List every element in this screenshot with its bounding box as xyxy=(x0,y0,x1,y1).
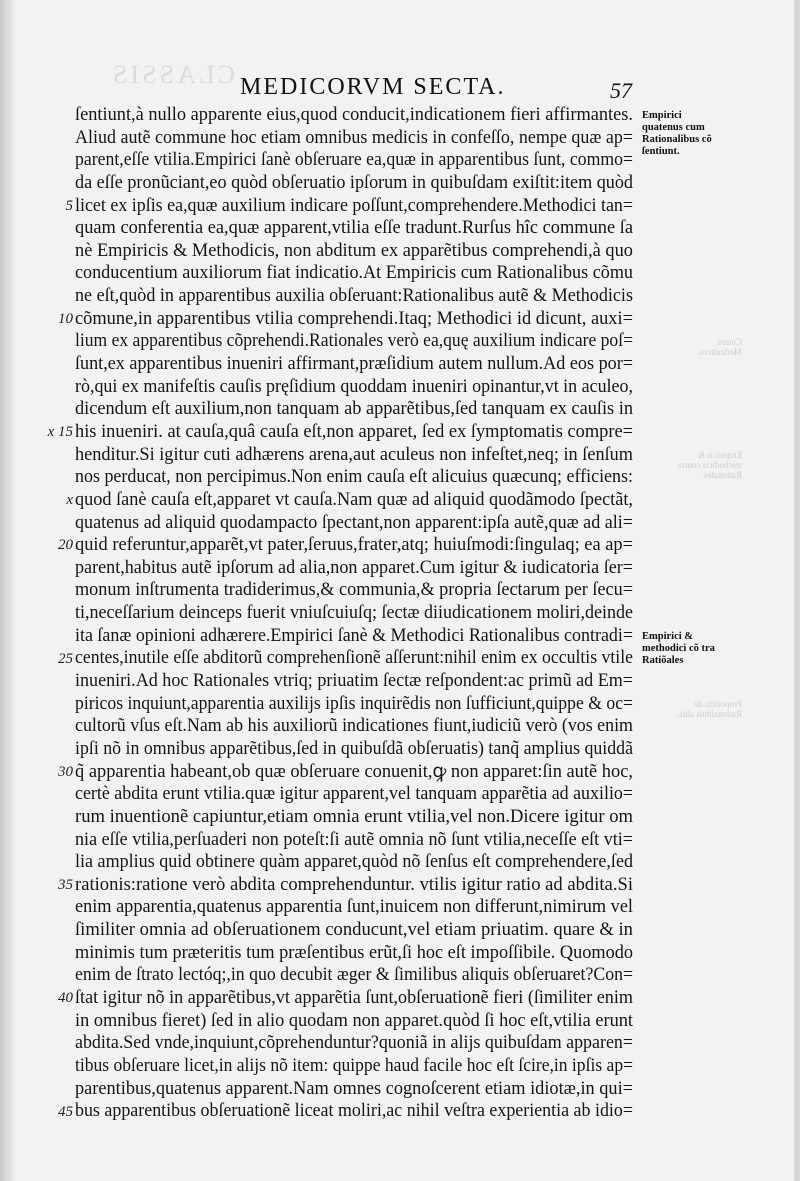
gutter-shadow xyxy=(0,0,16,1181)
text-line-content: henditur.Si igitur cuti adhærens arena,aut aculeus non infeſtet,neq; in ſenſum xyxy=(75,443,633,465)
text-line-content: his inueniri. at cauſa,quâ cauſa eſt,non apparet, ſed ex ſymptomatis compre= xyxy=(75,420,633,442)
line-number: 10 xyxy=(58,310,73,327)
text-line-content: nè Empiricis & Methodicis, non abditum ex apparẽtibus comprehendi,à quo xyxy=(75,239,633,261)
text-line xyxy=(75,942,635,965)
text-line-content: licet ex ipſis ea,quæ auxilium indicare poſſunt,comprehendere.Methodici tan= xyxy=(75,194,633,216)
text-line-content: da eſſe pronũciant,eo quòd obſeruatio ipſorum in quibuſdam exiſtit:item quòd xyxy=(75,171,633,193)
text-line xyxy=(75,149,635,172)
text-line-content: conducentium auxiliorum fiat indicatio.At Empiricis cum Rationalibus cõmu xyxy=(75,262,633,284)
text-line xyxy=(75,602,635,625)
show-through-note: Propositio de Rationalibus aliis. xyxy=(677,698,742,719)
line-number: 40 xyxy=(58,990,73,1007)
text-line-content: enim apparentia,quatenus apparentia ſunt,inuicem non differunt,nimirum vel xyxy=(75,896,633,918)
text-line-content: cultorũ vſus eſt.Nam ab his auxiliorũ indicationes fiunt,iudiciũ verò (vos enim xyxy=(75,715,633,737)
text-line xyxy=(75,466,635,489)
text-line xyxy=(75,715,635,738)
text-line-content: nos perducat, non percipimus.Non enim cauſa eſt alicuius quæcunq; efficiens: xyxy=(75,466,633,488)
text-line xyxy=(75,851,635,874)
text-line xyxy=(75,262,635,285)
text-line xyxy=(75,987,635,1010)
text-line-content: nia eſſe vtilia,perſuaderi non poteſt:ſi autẽ omnia nõ ſunt vtilia,neceſſe eſt vti= xyxy=(75,828,633,850)
text-line xyxy=(75,330,635,353)
text-line xyxy=(75,783,635,806)
text-line-content: ſentiunt,à nullo apparente eius,quod conducit,indicationem fieri affirmantes. xyxy=(75,104,633,125)
line-number: x 15 xyxy=(47,424,73,441)
text-line xyxy=(75,964,635,987)
text-line-content: piricos inquiunt,apparentia auxilijs ipſis inquirẽdis non ſufficiunt,quippe & oc= xyxy=(75,692,633,714)
text-line-content: ſtat igitur nõ in apparẽtibus,vt apparẽtia ſunt,obſeruationẽ fieri (ſimiliter enim xyxy=(75,986,633,1008)
text-line xyxy=(75,896,635,919)
line-number: 45 xyxy=(58,1103,73,1120)
line-number: 20 xyxy=(58,537,73,554)
text-line-content: rationis:ratione verò abdita comprehenduntur. vtilis igitur ratio ad abdita.Si xyxy=(75,873,633,895)
show-through-note: Empiricis & methodicis contra Rationales. xyxy=(677,449,742,480)
line-number: x xyxy=(66,492,73,509)
text-line xyxy=(75,240,635,263)
text-line xyxy=(75,1032,635,1055)
text-line-content: rum inuentionẽ capiuntur,etiam omnia erunt vtilia,vel non.Dicere igitur om xyxy=(75,805,633,827)
text-line xyxy=(75,1100,635,1123)
text-line-content: lium ex apparentibus cõprehendi.Rationales verò ea,quę auxilium indicare poſ= xyxy=(75,330,633,352)
text-line-content: ſunt,ex apparentibus inueniri affirmant,præſidium autem nullum.Ad eos por= xyxy=(75,353,633,375)
margin-note: Empirici quatenus cum Rationalibus cõ ſentiunt. xyxy=(642,110,712,157)
text-line-content: ſimiliter omnia ad obſeruationem conducunt,vel etiam priuatim. quare & in xyxy=(75,919,633,941)
line-number: 5 xyxy=(65,197,73,214)
text-line xyxy=(75,398,635,421)
line-number: 25 xyxy=(58,650,73,667)
text-line-content: cõmune,in apparentibus vtilia comprehendi.Itaq; Methodici id dicunt, auxi= xyxy=(75,307,633,329)
text-line-content: ti,neceſſarium deinceps fuerit vniuſcuiuſq; ſectæ diiudicationem moliri,deinde xyxy=(75,602,633,624)
text-line-content: in omnibus fieret) ſed in alio quodam non apparet.quòd ſi hoc eſt,vtilia erunt xyxy=(75,1009,633,1031)
text-line-content: certè abdita erunt vtilia.quæ igitur apparent,vel tanquam apparẽtia ad auxilio= xyxy=(75,783,633,805)
text-line-content: monum inſtrumenta tradiderimus,& communia,& propria ſectarum per ſecu= xyxy=(75,579,633,601)
text-line xyxy=(75,829,635,852)
text-line-content: enim de ſtrato lectóq;,in quo decubit æger & ſimilibus aliquis obſeruaret?Con= xyxy=(75,964,633,986)
text-line xyxy=(75,647,635,670)
text-line xyxy=(75,919,635,942)
text-line xyxy=(75,579,635,602)
text-line xyxy=(75,127,635,150)
text-line-content: minimis tum præteritis tum præſentibus erũt,ſi hoc eſt impoſſibile. Quomodo xyxy=(75,941,633,963)
text-line xyxy=(75,376,635,399)
show-through-note: Contra Methodicos. xyxy=(697,336,742,357)
text-line xyxy=(75,874,635,897)
text-line xyxy=(75,693,635,716)
text-line xyxy=(75,625,635,648)
text-line-content: parentibus,quatenus apparent.Nam omnes cognoſcerent etiam idiotæ,in qui= xyxy=(75,1077,633,1099)
running-head: MEDICORVM SECTA. xyxy=(240,74,506,100)
bleed-through-text: CLASSIS xyxy=(110,60,236,89)
margin-note: Empirici & methodici cõ tra Ratiõales xyxy=(642,630,715,666)
text-line xyxy=(75,806,635,829)
text-line xyxy=(75,534,635,557)
text-line-content: quid referuntur,apparẽt,vt pater,ſeruus,frater,atq; huiuſmodi:ſingulaq; ea ap= xyxy=(75,534,633,556)
text-line xyxy=(75,738,635,761)
text-line xyxy=(75,489,635,512)
line-number: 30 xyxy=(58,763,73,780)
text-line-content: parent,habitus autẽ ipſorum ad alia,non apparet.Cum igitur & iudicatoria ſer= xyxy=(75,556,633,578)
text-line-content: inueniri.Ad hoc Rationales vtriq; priuatim ſectæ reſpondent:ac primũ ad Em= xyxy=(75,670,633,692)
text-line xyxy=(75,104,635,127)
line-number: 35 xyxy=(58,877,73,894)
text-line xyxy=(75,1078,635,1101)
text-line-content: q̃ apparentia habeant,ob quæ obſeruare conuenit,ꝙ non apparet:ſin autẽ hoc, xyxy=(75,760,633,782)
text-line-content: abdita.Sed vnde,inquiunt,cõprehenduntur?quoniã in alijs quibuſdam apparen= xyxy=(75,1032,633,1054)
text-line xyxy=(75,512,635,535)
text-line xyxy=(75,421,635,444)
text-line xyxy=(75,217,635,240)
text-line xyxy=(75,285,635,308)
text-line-content: tibus obſeruare licet,in alijs nõ item: quippe haud facile hoc eſt ſcire,in ipſis ap= xyxy=(75,1054,633,1076)
text-line-content: bus apparentibus obſeruationẽ liceat moliri,ac nihil veſtra experientia ab idio= xyxy=(75,1100,633,1122)
text-block xyxy=(75,104,635,1123)
text-line-content: lia amplius quid obtinere quàm apparet,quòd nõ ſenſus eſt comprehendere,ſed xyxy=(75,851,633,873)
text-line-content: ita ſanæ opinioni adhærere.Empirici ſanè & Methodici Rationalibus contradi= xyxy=(75,624,633,646)
text-line xyxy=(75,670,635,693)
text-line-content: Aliud autẽ commune hoc etiam omnibus medicis in confeſſo, nempe quæ ap= xyxy=(75,126,633,148)
text-line-content: quatenus ad aliquid quodampacto ſpectant,non apparent:ipſa autẽ,quæ ad ali= xyxy=(75,511,633,533)
text-line xyxy=(75,172,635,195)
text-line-content: rò,qui ex manifeſtis cauſis pręſidium quoddam inueniri opinantur,vt in aculeo, xyxy=(75,375,633,397)
text-line-content: parent,eſſe vtilia.Empirici ſanè obſeruare ea,quæ in apparentibus ſunt, commo= xyxy=(75,149,633,171)
text-line xyxy=(75,353,635,376)
text-line xyxy=(75,1010,635,1033)
page-edge xyxy=(794,0,800,1181)
text-line xyxy=(75,195,635,218)
text-line xyxy=(75,1055,635,1078)
text-line-content: dicendum eſt auxilium,non tanquam ab apparẽtibus,ſed tanquam ex cauſis in xyxy=(75,398,633,420)
text-line-content: ipſi nõ in omnibus apparẽtibus,ſed in quibuſdã obſeruatis) tanq̃ amplius quiddã xyxy=(75,737,633,759)
text-line xyxy=(75,761,635,784)
text-line-content: quod ſanè cauſa eſt,apparet vt cauſa.Nam quæ ad aliquid quodãmodo ſpectãt, xyxy=(75,488,633,510)
text-line-content: ne eſt,quòd in apparentibus auxilia obſeruant:Rationalibus autẽ & Methodicis xyxy=(75,285,633,307)
text-line xyxy=(75,557,635,580)
text-line xyxy=(75,444,635,467)
text-line-content: quam conferentia ea,quæ apparent,vtilia eſſe tradunt.Rurſus hîc commune ſa xyxy=(75,217,633,239)
page-number: 57 xyxy=(610,78,632,103)
text-line xyxy=(75,308,635,331)
text-line-content: centes,inutile eſſe abditorũ comprehenſionẽ aſſerunt:nihil enim ex occultis vtile xyxy=(75,647,633,669)
